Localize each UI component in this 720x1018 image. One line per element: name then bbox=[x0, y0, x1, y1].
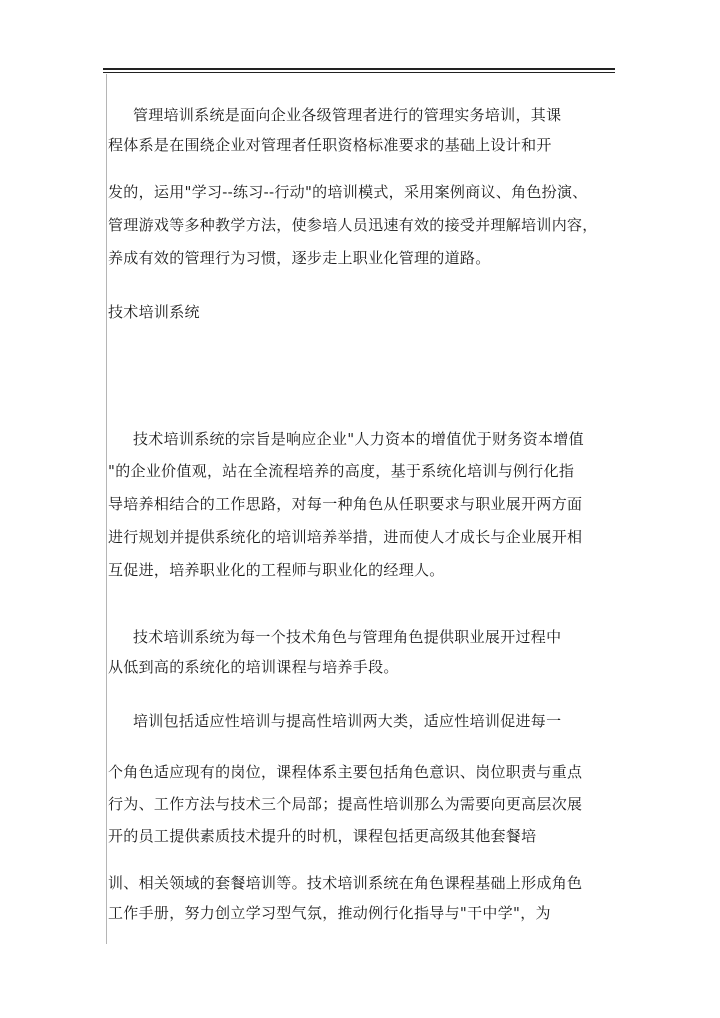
section-heading: 技术培训系统 bbox=[108, 303, 200, 321]
paragraph-line: 互促进，培养职业化的工程师与职业化的经理人。 bbox=[108, 561, 445, 579]
paragraph-line: 个角色适应现有的岗位，课程体系主要包括角色意识、岗位职责与重点 bbox=[108, 763, 583, 781]
paragraph-line: 技术培训系统的宗旨是响应企业"人力资本的增值优于财务资本增值 bbox=[133, 430, 584, 448]
paragraph-line: 工作手册，努力创立学习型气氛，推动例行化指导与"干中学"，为 bbox=[108, 904, 551, 922]
paragraph-line: 培训包括适应性培训与提高性培训两大类，适应性培训促进每一 bbox=[133, 712, 562, 730]
paragraph-line: 管理培训系统是面向企业各级管理者进行的管理实务培训，其课 bbox=[133, 106, 562, 124]
paragraph-line: 技术培训系统为每一个技术角色与管理角色提供职业展开过程中 bbox=[133, 628, 562, 646]
paragraph-line: 进行规划并提供系统化的培训培养举措，进而使人才成长与企业展开相 bbox=[108, 528, 583, 546]
header-rule-thick bbox=[103, 68, 615, 70]
paragraph-line: 养成有效的管理行为习惯，逐步走上职业化管理的道路。 bbox=[108, 249, 491, 267]
left-margin-line bbox=[106, 74, 107, 944]
paragraph-line: 训、相关领域的套餐培训等。技术培训系统在角色课程基础上形成角色 bbox=[108, 874, 583, 892]
header-rule-thin bbox=[103, 72, 615, 73]
paragraph-line: 开的员工提供素质技术提升的时机，课程包括更高级其他套餐培 bbox=[108, 827, 537, 845]
paragraph-line: 程体系是在围绕企业对管理者任职资格标准要求的基础上设计和开 bbox=[108, 136, 552, 154]
paragraph-line: 导培养相结合的工作思路，对每一种角色从任职要求与职业展开两方面 bbox=[108, 495, 583, 513]
paragraph-line: "的企业价值观，站在全流程培养的高度，基于系统化培训与例行化指 bbox=[108, 462, 575, 480]
paragraph-line: 发的，运用"学习--练习--行动"的培训模式，采用案例商议、角色扮演、 bbox=[108, 183, 588, 201]
paragraph-line: 行为、工作方法与技术三个局部；提高性培训那么为需要向更高层次展 bbox=[108, 795, 583, 813]
paragraph-line: 管理游戏等多种教学方法，使参培人员迅速有效的接受并理解培训内容， bbox=[108, 216, 598, 234]
paragraph-line: 从低到高的系统化的培训课程与培养手段。 bbox=[108, 658, 399, 676]
